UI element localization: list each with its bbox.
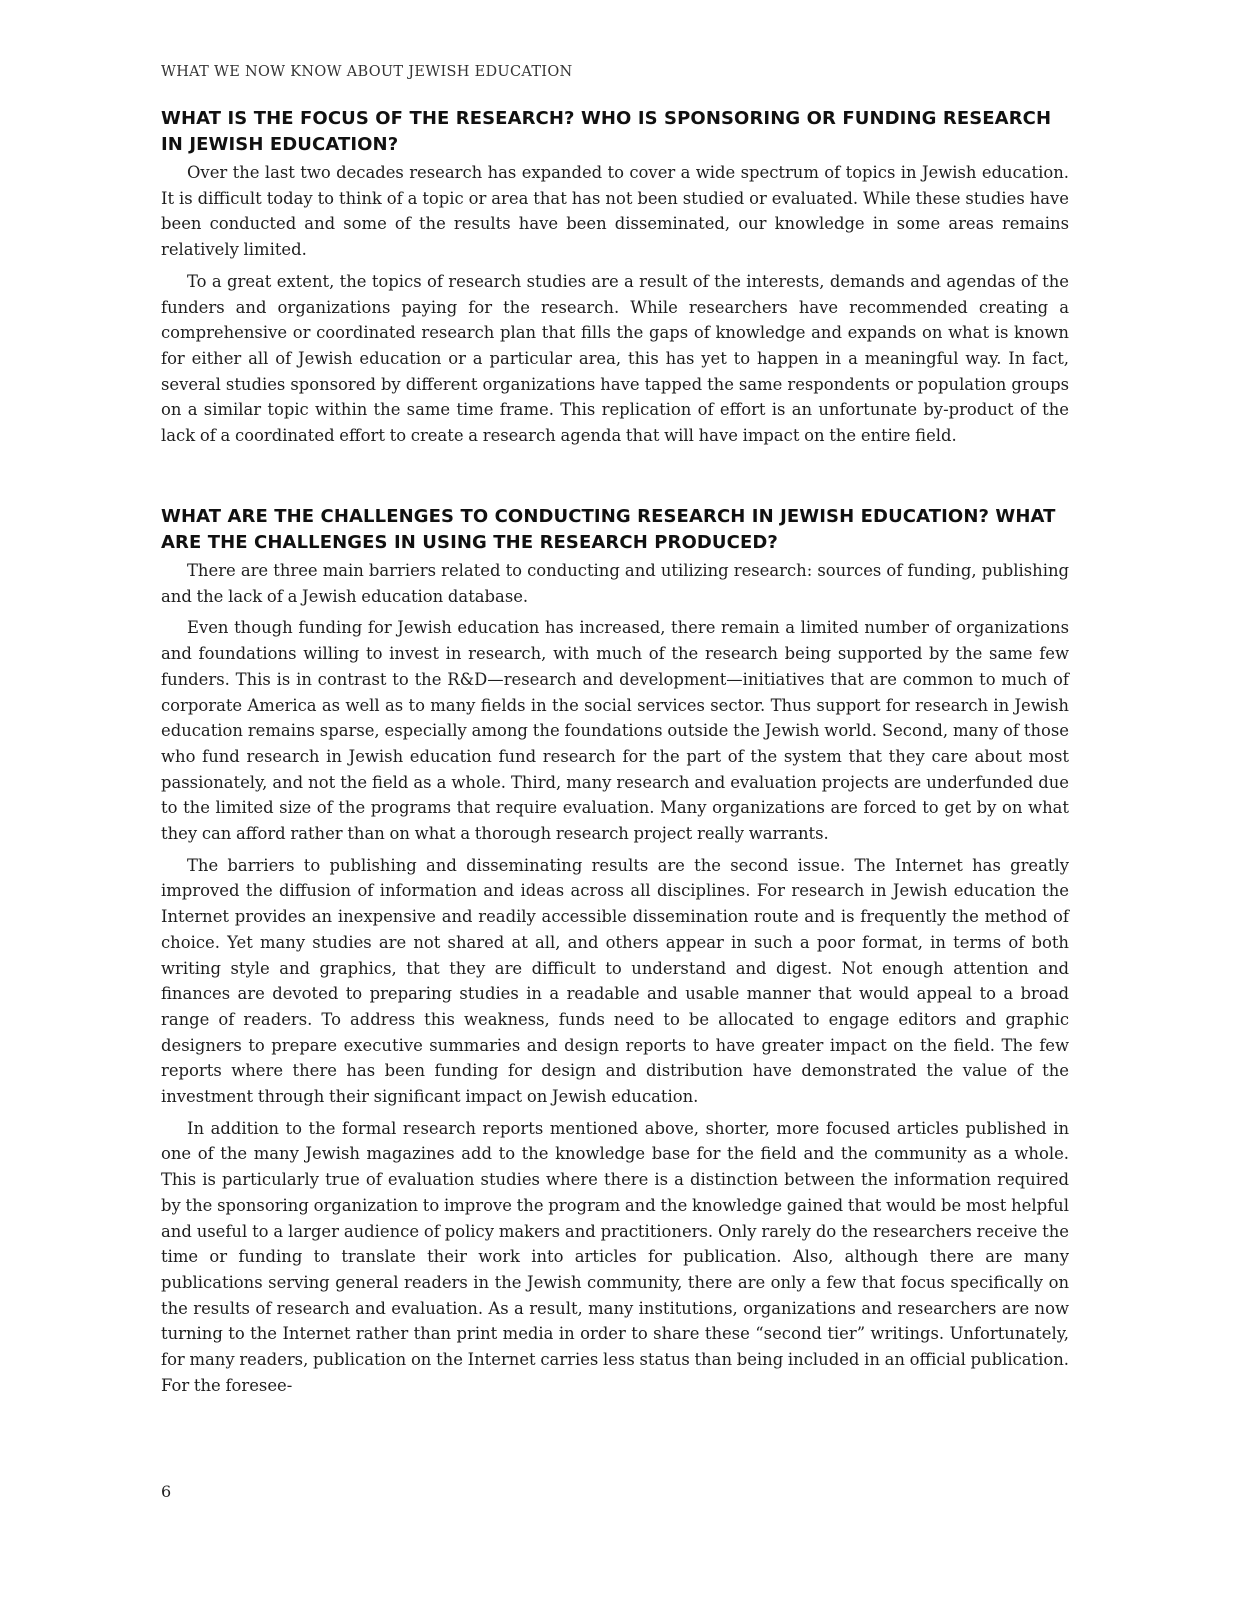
page-number: 6 (161, 1482, 172, 1501)
section-heading: WHAT ARE THE CHALLENGES TO CONDUCTING RESEARCH IN JEWISH EDUCATION? WHAT ARE THE CHALLENGES IN USING THE RESEARCH PRODUCED? (161, 506, 1056, 553)
paragraph: In addition to the formal research reports mentioned above, shorter, more focused articles published in one of the many Jewish magazines add to the knowledge base for the field and the community as a whole. This is particularly true of evaluation studies where there is a distinction between the information required by the sponsoring organization to improve the program and the knowledge gained that would be most helpful and useful to a larger audience of policy makers and practitioners. Only rarely do the researchers receive the time or funding to translate their work into articles for publication. Also, although there are many publications serving general readers in the Jewish community, there are only a few that focus specifically on the results of research and evaluation. As a result, many institutions, organizations and researchers are now turning to the Internet rather than print media in order to share these “second tier” writings. Unfortunately, for many readers, publication on the Internet carries less status than being included in an official publication. For the foresee- (161, 1118, 1069, 1395)
document-page (161, 0, 1069, 1619)
section-focus-of-research (161, 106, 1069, 455)
paragraph: Even though funding for Jewish education has increased, there remain a limited number of organizations and foundations willing to invest in research, with much of the research being supported by the same few funders. This is in contrast to the R&D—research and development—initiatives that are common to much of corporate America as well as to many fields in the social services sector. Thus support for research in Jewish education remains sparse, especially among the foundations outside the Jewish world. Second, many of those who fund research in Jewish education fund research for the part of the system that they care about most passionately, and not the field as a whole. Third, many research and evaluation projects are underfunded due to the limited size of the programs that require evaluation. Many organizations are forced to get by on what they can afford rather than on what a thorough research project really warrants. (161, 618, 1069, 844)
section-heading: WHAT IS THE FOCUS OF THE RESEARCH? WHO IS SPONSORING OR FUNDING RESEARCH IN JEWISH EDUCATION? (161, 108, 1052, 155)
running-head: WHAT WE NOW KNOW ABOUT JEWISH EDUCATION (161, 64, 573, 80)
section-challenges (161, 504, 1069, 1405)
paragraph: The barriers to publishing and disseminating results are the second issue. The Internet has greatly improved the diffusion of information and ideas across all disciplines. For research in Jewish education the Internet provides an inexpensive and readily accessible dissemination route and is frequently the method of choice. Yet many studies are not shared at all, and others appear in such a poor format, in terms of both writing style and graphics, that they are difficult to understand and digest. Not enough attention and finances are devoted to preparing studies in a readable and usable manner that would appeal to a broad range of readers. To address this weakness, funds need to be allocated to engage editors and graphic designers to prepare executive summaries and design reports to have greater impact on the field. The few reports where there has been funding for design and distribution have demonstrated the value of the investment through their significant impact on Jewish education. (161, 855, 1069, 1107)
paragraph: To a great extent, the topics of research studies are a result of the interests, demands and agendas of the funders and organizations paying for the research. While researchers have recommended creating a comprehensive or coordinated research plan that fills the gaps of knowledge and expands on what is known for either all of Jewish education or a particular area, this has yet to happen in a meaningful way. In fact, several studies sponsored by different organizations have tapped the same respondents or population groups on a similar topic within the same time frame. This replication of effort is an unfortunate by-product of the lack of a coordinated effort to create a research agenda that will have impact on the entire field. (161, 271, 1069, 446)
paragraph: Over the last two decades research has expanded to cover a wide spectrum of topics in Jewish education. It is difficult today to think of a topic or area that has not been studied or evaluated. While these studies have been conducted and some of the results have been disseminated, our knowledge in some areas remains relatively limited. (161, 163, 1069, 260)
paragraph: There are three main barriers related to conducting and utilizing research: sources of funding, publishing and the lack of a Jewish education database. (161, 561, 1069, 606)
